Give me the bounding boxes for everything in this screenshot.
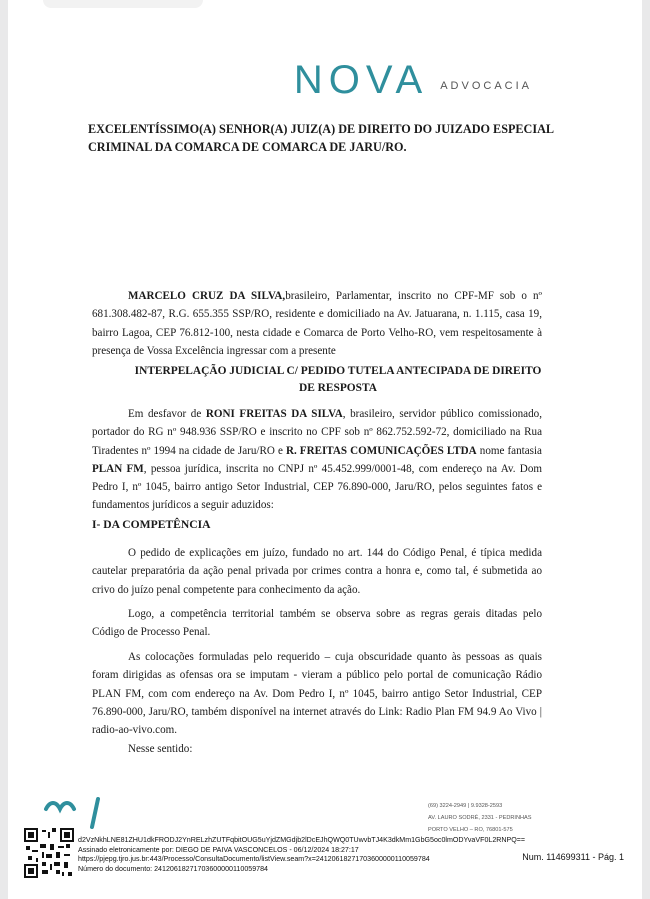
footer-phone: (69) 3224-2949 | 9.9328-2593 [428, 803, 503, 809]
paragraph-4: Nesse sentido: [128, 743, 193, 755]
petition-title [128, 363, 548, 397]
consult-url[interactable]: https://pjepg.tjro.jus.br:443/Processo/ConsultaDocumento/listView.seam?x=24120618271703600000110059784 [78, 855, 430, 864]
firm-logo [294, 60, 532, 100]
section-heading: I- DA COMPETÊNCIA [92, 518, 211, 531]
signature-hash: d2VzNkhLNE81ZHU1dkFRODJ2YnRELzhZUTFqbitOUG5uYjdZMGdjb2lDcEJhQWQ0TUwvbTJ4K3dkMm1GbG5oc0lmODYvaVF0L2RNPQ== [78, 836, 526, 844]
title-line-2: DE RESPOSTA [299, 382, 377, 394]
document-number: Número do documento: 24120618271703600000110059784 [78, 864, 268, 873]
previous-page-tab [43, 0, 203, 8]
signature-block [78, 836, 525, 874]
paragraph-2: Logo, a competência territorial também se observa sobre as regras gerais ditadas pelo Código de Processo Penal. [92, 608, 542, 639]
petitioner-name: MARCELO CRUZ DA SILVA, [128, 290, 286, 302]
defendant-name: RONI FREITAS DA SILVA [205, 408, 343, 420]
parties-paragraph: Em desfavor de RONI FREITAS DA SILVA, brasileiro, servidor público comissionado, portador do RG nº 948.936 SSP/RO e inscrito no CPF sob nº 862.752.592-72, domiciliado na Rua Tiradentes nº 1994 na cidade de Jaru/RO e R. FREITAS COMUNICAÇÕES LTDA nome fantasia PLAN FM, pessoa jurídica, inscrita no CNPJ nº 45.452.999/0001-48, com endereço na Av. Dom Pedro I, nº 1045, bairro antigo Setor Industrial, CEP 76.890-000, Jaru/RO, pelos seguintes fatos e fundamentos jurídicos a seguir aduzidos: [92, 408, 542, 512]
intro-text: brasileiro, Parlamentar, inscrito no CPF-MF sob o nº 681.308.482-87, R.G. 655.355 SSP/RO, residente e domiciliado na Av. Jatuarana, n. 1.115, casa 19, bairro Lagoa, CEP 76.812-100, nesta cidade e Comarca de Porto Velho-RO, vem respeitosamente à presença de Vossa Excelência ingressar com a presente [92, 290, 542, 357]
signed-by: Assinado eletronicamente por: DIEGO DE PAIVA VASCONCELOS - 06/12/2024 18:27:17 [78, 845, 359, 854]
court-heading [88, 120, 558, 156]
paragraph-1: O pedido de explicações em juízo, fundado no art. 144 do Código Penal, é típica medida cautelar preparatória da ação penal privada por crimes contra a honra e, como tal, é submetida ao crivo do juízo penal competente para conhecimento da ação. [92, 547, 542, 596]
trade-name: PLAN FM [92, 462, 144, 475]
title-line-1: INTERPELAÇÃO JUDICIAL C/ PEDIDO TUTELA ANTECIPADA DE DIREITO [134, 365, 542, 377]
footer-street: AV. LAURO SODRÉ, 2331 - PEDRINHAS [428, 815, 532, 821]
company-name: R. FREITAS COMUNICAÇÕES LTDA [285, 444, 477, 457]
footer-city: PORTO VELHO – RO, 76801-575 [428, 827, 513, 833]
logo-word: NOVA [293, 58, 429, 102]
qr-code-icon[interactable] [24, 828, 74, 878]
logo-subtitle: ADVOCACIA [440, 80, 532, 92]
page-number: Num. 114699311 - Pág. 1 [522, 852, 624, 862]
heading-line-1: EXCELENTÍSSIMO(A) SENHOR(A) JUIZ(A) DE DIREITO DO JUIZADO ESPECIAL [88, 122, 555, 136]
paragraph-3: As colocações formuladas pelo requerido – cuja obscuridade quanto às pessoas as quais foram dirigidas as ofensas ora se imputam - vieram a público pelo portal de comunicação Rádio PLAN FM, com com endereço na Av. Dom Pedro I, nº 1045, bairro antigo Setor Industrial, CEP 76.890-000, Jaru/RO, também disponível na internet através do Link: Radio Plan FM 94.9 Ao Vivo | radio-ao-vivo.com. [92, 651, 542, 737]
footer-logo-icon [42, 797, 106, 829]
heading-line-2: CRIMINAL DA COMARCA DE COMARCA DE JARU/RO. [88, 140, 407, 154]
footer-address [428, 800, 532, 836]
document-page [8, 0, 642, 899]
intro-paragraph [92, 287, 542, 360]
